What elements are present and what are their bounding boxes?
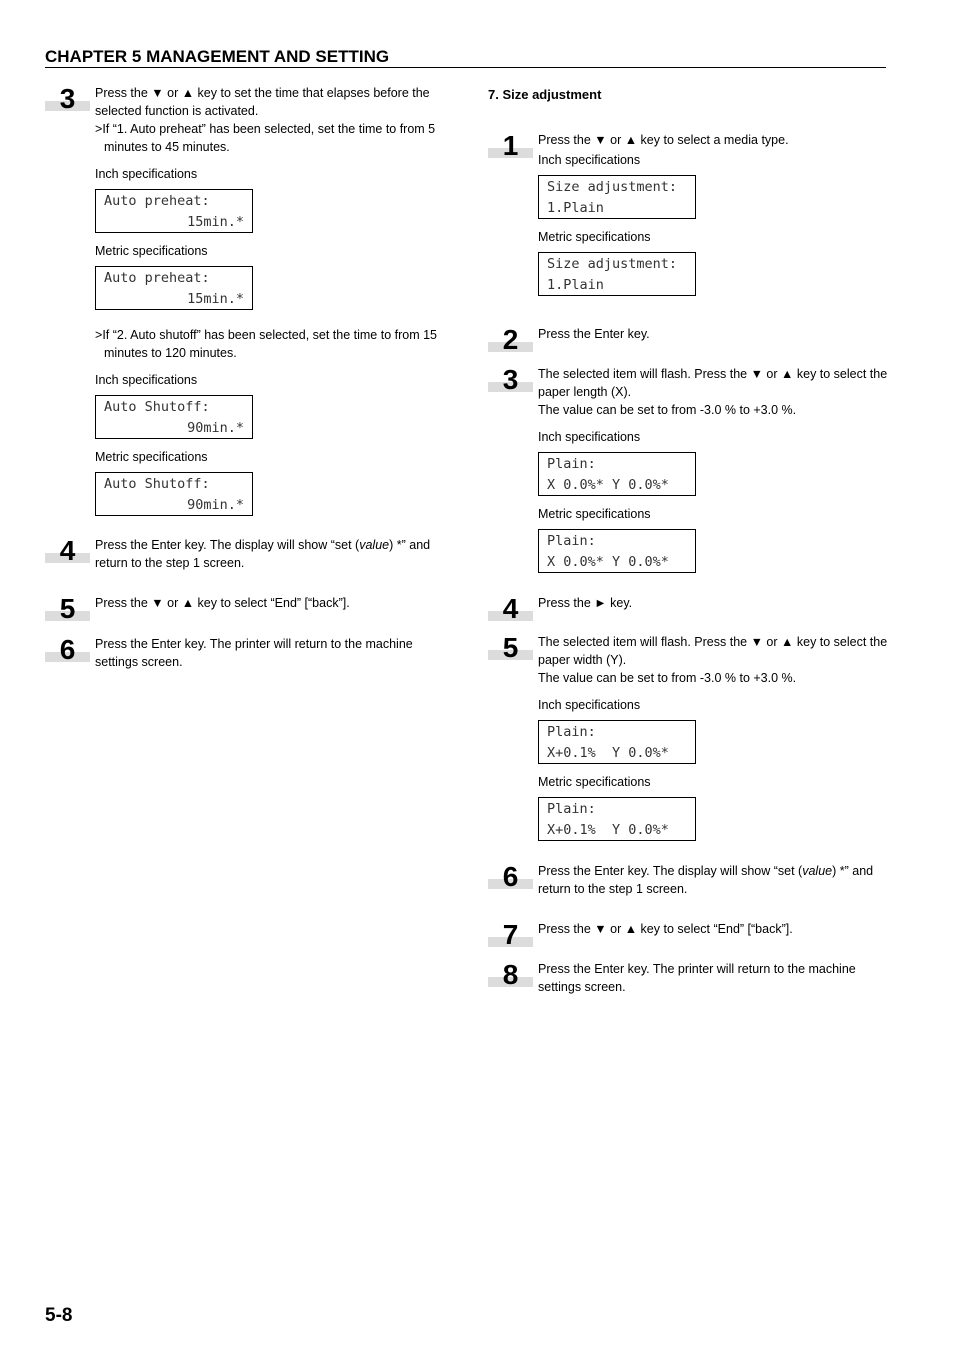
note-shutoff: >If “2. Auto shutoff” has been selected, set the time to from 15 minutes to 120 minutes.: [95, 328, 437, 360]
step-text: The selected item will flash. Press the ▼ or ▲ key to select the paper width (Y).: [538, 635, 888, 667]
lcd-display-length-inch: Plain: X 0.0%* Y 0.0%*: [538, 452, 696, 496]
step-text: Press the Enter key. The display will show “set (value) *” and return to the step 1 screen.: [538, 864, 874, 896]
step-range-text: The value can be set to from -3.0 % to +3.0 %.: [538, 403, 797, 417]
lcd-display-width-metric: Plain: X+0.1% Y 0.0%*: [538, 797, 696, 841]
step-number: 5: [45, 596, 90, 624]
step-text: Press the Enter key. The printer will return to the machine settings screen.: [95, 637, 413, 669]
step-number: 5: [488, 635, 533, 663]
step-text: Press the ▼ or ▲ key to select “End” [“back”].: [95, 596, 350, 610]
lcd-display-shutoff-metric: Auto Shutoff: 90min.*: [95, 472, 253, 516]
step-number: 3: [45, 86, 90, 114]
inch-spec-label: Inch specifications: [95, 167, 198, 181]
lcd-display-preheat-inch: Auto preheat: 15min.*: [95, 189, 253, 233]
step-number: 4: [488, 596, 533, 624]
step-text: Press the ▼ or ▲ key to select “End” [“back”].: [538, 922, 793, 936]
inch-spec-label: Inch specifications: [95, 373, 198, 387]
page-number: 5-8: [45, 1305, 73, 1326]
step-number: 6: [45, 637, 90, 665]
step-number: 1: [488, 133, 533, 161]
lcd-display-shutoff-inch: Auto Shutoff: 90min.*: [95, 395, 253, 439]
step-number: 8: [488, 962, 533, 990]
inch-spec-label: Inch specifications: [538, 153, 641, 167]
step-number: 4: [45, 538, 90, 566]
step-number: 7: [488, 922, 533, 950]
metric-spec-label: Metric specifications: [95, 244, 208, 258]
step-text: Press the Enter key. The printer will return to the machine settings screen.: [538, 962, 856, 994]
metric-spec-label: Metric specifications: [538, 507, 651, 521]
step-text: Press the ▼ or ▲ key to set the time that elapses before the selected function is activated.: [95, 86, 430, 118]
step-text: Press the Enter key. The display will show “set (value) *” and return to the step 1 screen.: [95, 538, 431, 570]
metric-spec-label: Metric specifications: [538, 775, 651, 789]
lcd-display-width-inch: Plain: X+0.1% Y 0.0%*: [538, 720, 696, 764]
step-text: Press the Enter key.: [538, 327, 650, 341]
metric-spec-label: Metric specifications: [95, 450, 208, 464]
inch-spec-label: Inch specifications: [538, 698, 641, 712]
step-number: 6: [488, 864, 533, 892]
step-text: The selected item will flash. Press the ▼ or ▲ key to select the paper length (X).: [538, 367, 888, 399]
step-text: Press the ► key.: [538, 596, 633, 610]
metric-spec-label: Metric specifications: [538, 230, 651, 244]
chapter-header: CHAPTER 5 MANAGEMENT AND SETTING: [45, 47, 886, 68]
inch-spec-label: Inch specifications: [538, 430, 641, 444]
step-number: 3: [488, 367, 533, 395]
lcd-display-preheat-metric: Auto preheat: 15min.*: [95, 266, 253, 310]
step-range-text: The value can be set to from -3.0 % to +3.0 %.: [538, 671, 797, 685]
step-text: Press the ▼ or ▲ key to select a media type.: [538, 133, 789, 147]
lcd-display-size-inch: Size adjustment: 1.Plain: [538, 175, 696, 219]
lcd-display-length-metric: Plain: X 0.0%* Y 0.0%*: [538, 529, 696, 573]
lcd-display-size-metric: Size adjustment: 1.Plain: [538, 252, 696, 296]
section-title: 7. Size adjustment: [488, 87, 602, 102]
note-preheat: >If “1. Auto preheat” has been selected, set the time to from 5 minutes to 45 minutes.: [95, 122, 436, 154]
step-number: 2: [488, 327, 533, 355]
